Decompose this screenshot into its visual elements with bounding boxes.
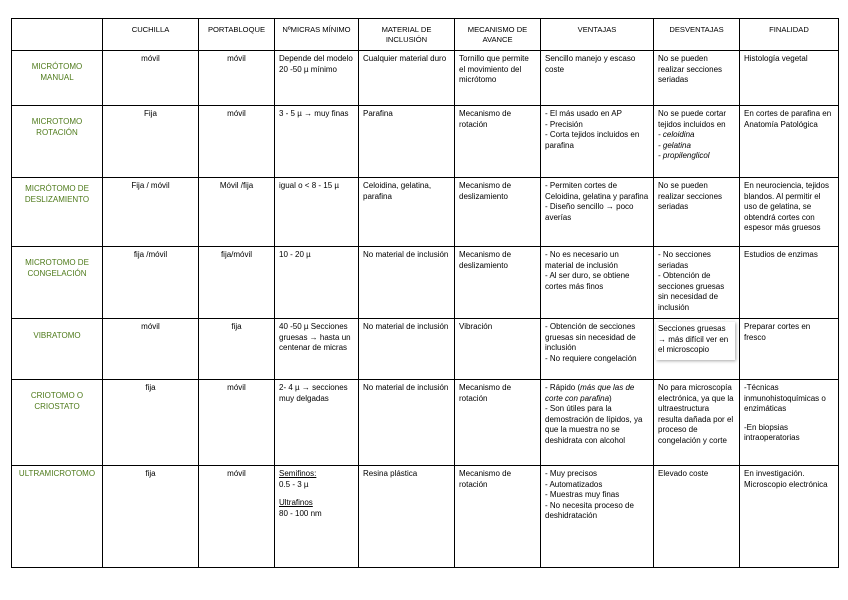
- mecanismo-cell: Mecanismo de rotación: [455, 466, 541, 568]
- text-fragment: - Rápido (: [545, 383, 581, 392]
- finalidad-cell: En investigación. Microscopio electrónica: [740, 466, 839, 568]
- material-cell: Resina plástica: [359, 466, 455, 568]
- list-item: - Diseño sencillo → poco averías: [545, 202, 634, 222]
- list-item: - Corta tejidos incluidos en parafina: [545, 130, 640, 150]
- text-fragment: más que las de corte con parafina: [545, 383, 635, 403]
- header-cell: FINALIDAD: [740, 19, 839, 51]
- finalidad-cell: En cortes de parafina en Anatomía Patológica: [740, 106, 839, 178]
- table-row: [12, 247, 839, 319]
- mecanismo-cell: Mecanismo de rotación: [455, 106, 541, 178]
- cuchilla-cell: fija: [103, 380, 199, 466]
- row-name: MICRÓTOMO DE DESLIZAMIENTO: [12, 178, 103, 247]
- micras-cell: Depende del modelo 20 -50 µ mínimo: [275, 51, 359, 106]
- row-name: ULTRAMICROTOMO: [12, 466, 103, 568]
- material-cell: Parafina: [359, 106, 455, 178]
- micras-cell: igual o < 8 - 15 µ: [275, 178, 359, 247]
- material-cell: No material de inclusión: [359, 247, 455, 319]
- list-item: - El más usado en AP: [545, 109, 622, 118]
- header-cell: DESVENTAJAS: [654, 19, 740, 51]
- header-cell: [12, 19, 103, 51]
- list-item: - Muy precisos: [545, 469, 598, 478]
- micras-label: Ultrafinos: [279, 498, 313, 507]
- list-item: -Técnicas inmunohistoquímicas o enzimáticas: [744, 383, 826, 413]
- table-row: [12, 51, 839, 106]
- portabloque-cell: móvil: [199, 106, 275, 178]
- row-name: CRIOTOMO O CRIOSTATO: [12, 380, 103, 466]
- row-name: MICROTOMO ROTACIÓN: [12, 106, 103, 178]
- ventajas-cell: [541, 380, 654, 466]
- header-cell: MATERIAL DE INCLUSIÓN: [359, 19, 455, 51]
- header-cell: MECANISMO DE AVANCE: [455, 19, 541, 51]
- text-fragment: ): [609, 393, 612, 403]
- row-name: MICROTOMO DE CONGELACIÓN: [12, 247, 103, 319]
- microtome-comparison-table: [11, 18, 839, 568]
- list-item: - Precisión: [545, 119, 583, 129]
- list-item: - Automatizados: [545, 479, 603, 489]
- table-row: [12, 466, 839, 568]
- row-name: VIBRATOMO: [12, 319, 103, 380]
- portabloque-cell: móvil: [199, 380, 275, 466]
- cuchilla-cell: móvil: [103, 51, 199, 106]
- portabloque-cell: móvil: [199, 51, 275, 106]
- micras-cell: 10 - 20 µ: [275, 247, 359, 319]
- cuchilla-cell: Fija: [103, 106, 199, 178]
- finalidad-cell: [740, 380, 839, 466]
- ventajas-cell: [541, 319, 654, 380]
- table-row: [12, 319, 839, 380]
- micras-cell: 2- 4 µ → secciones muy delgadas: [275, 380, 359, 466]
- list-item: - propilenglicol: [658, 151, 710, 160]
- header-cell: VENTAJAS: [541, 19, 654, 51]
- desventajas-cell: Elevado coste: [654, 466, 740, 568]
- cuchilla-cell: fija: [103, 466, 199, 568]
- micras-cell: 40 -50 µ Secciones gruesas → hasta un centenar de micras: [275, 319, 359, 380]
- micras-value: 80 - 100 nm: [279, 508, 322, 518]
- portabloque-cell: Móvil /fija: [199, 178, 275, 247]
- ventajas-cell: [541, 466, 654, 568]
- finalidad-cell: Estudios de enzimas: [740, 247, 839, 319]
- list-item: - Permiten cortes de Celoidina, gelatina y parafina: [545, 181, 649, 201]
- header-cell: CUCHILLA: [103, 19, 199, 51]
- header-cell: PORTABLOQUE: [199, 19, 275, 51]
- material-cell: Cualquier material duro: [359, 51, 455, 106]
- micras-cell: 3 - 5 µ → muy finas: [275, 106, 359, 178]
- list-item: - No es necesario un material de inclusión: [545, 250, 619, 270]
- desventajas-cell: [654, 106, 740, 178]
- material-cell: No material de inclusión: [359, 380, 455, 466]
- finalidad-cell: En neurociencia, tejidos blandos. Al permitir el uso de gelatina, se obtendrá cortes con espesor más gruesos: [740, 178, 839, 247]
- table-row: [12, 178, 839, 247]
- header-cell: NºMICRAS MÍNIMO: [275, 19, 359, 51]
- desventajas-cell: No se pueden realizar secciones seriadas: [654, 51, 740, 106]
- list-item: - Al ser duro, se obtiene cortes más finos: [545, 271, 630, 291]
- desventajas-cell: [654, 319, 740, 380]
- cuchilla-cell: móvil: [103, 319, 199, 380]
- ventajas-cell: [541, 106, 654, 178]
- desventajas-cell: No se pueden realizar secciones seriadas: [654, 178, 740, 247]
- portabloque-cell: fija: [199, 319, 275, 380]
- ventajas-cell: [541, 178, 654, 247]
- finalidad-cell: Preparar cortes en fresco: [740, 319, 839, 380]
- desventajas-cell: No para microscopía electrónica, ya que la ultraestructura resulta dañada por el proceso de congelación y corte: [654, 380, 740, 466]
- list-item: - Son útiles para la demostración de lípidos, ya que la muestra no se deshidrata con alcohol: [545, 404, 643, 445]
- list-item: - Obtención de secciones gruesas sin necesidad de inclusión: [658, 271, 725, 312]
- list-item: - Obtención de secciones gruesas sin necesidad de inclusión: [545, 322, 636, 352]
- list-item: [545, 383, 649, 404]
- micras-cell: [275, 466, 359, 568]
- list-item: - No necesita proceso de deshidratación: [545, 500, 634, 520]
- table-row: [12, 106, 839, 178]
- ventajas-cell: [541, 247, 654, 319]
- list-item: - gelatina: [658, 140, 691, 150]
- list-item: - celoidina: [658, 130, 695, 139]
- ventajas-cell: Sencillo manejo y escaso coste: [541, 51, 654, 106]
- desventajas-highlight: Secciones gruesas → más difícil ver en el microscopio: [656, 322, 735, 360]
- mecanismo-cell: Mecanismo de deslizamiento: [455, 247, 541, 319]
- row-name: MICRÓTOMO MANUAL: [12, 51, 103, 106]
- header-row: [12, 19, 839, 51]
- cuchilla-cell: Fija / móvil: [103, 178, 199, 247]
- table-row: [12, 380, 839, 466]
- finalidad-cell: Histología vegetal: [740, 51, 839, 106]
- material-cell: No material de inclusión: [359, 319, 455, 380]
- mecanismo-cell: Mecanismo de deslizamiento: [455, 178, 541, 247]
- list-item: - Muestras muy finas: [545, 490, 620, 499]
- material-cell: Celoidina, gelatina, parafina: [359, 178, 455, 247]
- mecanismo-cell: Vibración: [455, 319, 541, 380]
- mecanismo-cell: Tornillo que permite el movimiento del micrótomo: [455, 51, 541, 106]
- micras-value: 0.5 - 3 µ: [279, 479, 309, 489]
- list-item: -En biopsias intraoperatorias: [744, 422, 800, 442]
- mecanismo-cell: Mecanismo de rotación: [455, 380, 541, 466]
- desventajas-cell: [654, 247, 740, 319]
- portabloque-cell: fija/móvil: [199, 247, 275, 319]
- list-item: - No secciones seriadas: [658, 250, 711, 270]
- portabloque-cell: móvil: [199, 466, 275, 568]
- micras-label: Semifinos:: [279, 469, 317, 478]
- cuchilla-cell: fija /móvil: [103, 247, 199, 319]
- list-item: - No requiere congelación: [545, 353, 637, 363]
- desventajas-intro: No se puede cortar tejidos incluidos en: [658, 109, 727, 129]
